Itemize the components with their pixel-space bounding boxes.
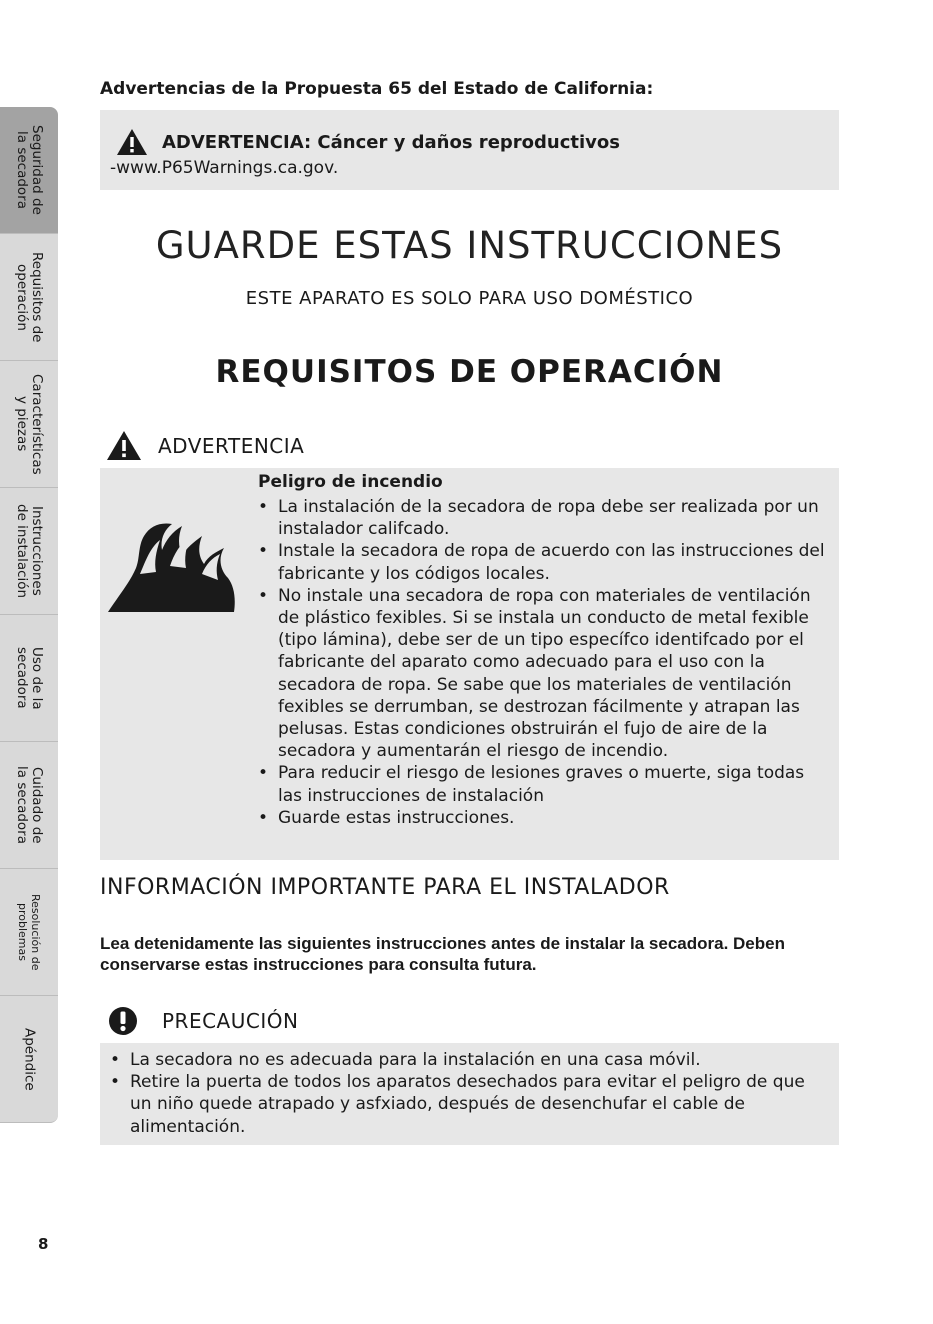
list-item: • La instalación de la secadora de ropa debe ser realizada por un instalador califcado. <box>258 496 831 540</box>
prop65-warning-line <box>116 128 829 156</box>
warning-heading <box>106 430 304 461</box>
tab-seguridad[interactable] <box>0 107 58 234</box>
prop65-box <box>100 110 839 190</box>
caution-list <box>110 1049 829 1138</box>
fire-hazard-text <box>258 472 831 829</box>
list-item: • Retire la puerta de todos los aparatos desechados para evitar el peligro de que un niño quede atrapado y asfxiado, después de desenchufar el cable de alimentación. <box>110 1071 829 1138</box>
tab-apendice[interactable] <box>0 996 58 1123</box>
prop65-heading: Advertencias de la Propuesta 65 del Estado de California: <box>100 79 654 99</box>
tab-resolucion[interactable] <box>0 869 58 996</box>
list-item: • La secadora no es adecuada para la instalación en una casa móvil. <box>110 1049 829 1071</box>
tab-label: Características y piezas <box>14 373 45 475</box>
list-item: • No instale una secadora de ropa con materiales de ventilación de plástico fexibles. Si se instala un conducto de metal fexible (tipo lámina), debe ser de un tipo específco identifcado por el fabricante del aparato como adecuado para el uso con la secadora de ropa. Se sabe que los materiales de ventilación fexibles se derrumban, se destrozan fácilmente y atrapan las pelusas. Estas condiciones obstruirán el fujo de aire de la secadora y aumentarán el riesgo de incendio. <box>258 585 831 763</box>
sub-title: ESTE APARATO ES SOLO PARA USO DOMÉSTICO <box>245 288 694 309</box>
warning-triangle-icon <box>116 128 148 156</box>
installer-title: INFORMACIÓN IMPORTANTE PARA EL INSTALADOR <box>100 875 670 900</box>
main-title: GUARDE ESTAS INSTRUCCIONES <box>155 224 784 267</box>
installer-note: Lea detenidamente las siguientes instrucciones antes de instalar la secadora. Deben conservarse estas instrucciones para consulta futura. <box>100 934 785 974</box>
warning-heading-text: ADVERTENCIA <box>158 433 305 458</box>
fire-hazard-title: Peligro de incendio <box>258 472 443 492</box>
tab-label: Seguridad de la secadora <box>14 125 45 215</box>
section-title: REQUISITOS DE OPERACIÓN <box>215 354 724 390</box>
tab-cuidado[interactable] <box>0 742 58 869</box>
side-tabs <box>0 107 60 1123</box>
warning-triangle-icon <box>106 430 142 461</box>
list-item: • Instale la secadora de ropa de acuerdo con las instrucciones del fabricante y los códigos locales. <box>258 540 831 584</box>
tab-uso[interactable] <box>0 615 58 742</box>
tab-label: Apéndice <box>21 1027 38 1091</box>
fire-hazard-list <box>258 496 831 829</box>
caution-exclamation-icon <box>108 1006 138 1036</box>
caution-heading <box>108 1006 298 1036</box>
tab-label: Instrucciones de instalación <box>14 503 45 599</box>
fire-icon <box>106 520 241 615</box>
tab-instrucciones[interactable] <box>0 488 58 615</box>
caution-box <box>100 1043 839 1145</box>
caution-heading-text: PRECAUCIÓN <box>162 1009 299 1033</box>
fire-hazard-box <box>100 468 839 860</box>
list-item: • Para reducir el riesgo de lesiones graves o muerte, siga todas las instrucciones de instalación <box>258 762 831 806</box>
prop65-warning-text: ADVERTENCIA: Cáncer y daños reproductivos <box>162 131 620 153</box>
list-item: • Guarde estas instrucciones. <box>258 807 831 829</box>
tab-label: Uso de la secadora <box>14 646 45 710</box>
page-number: 8 <box>38 1235 49 1253</box>
tab-label: Resolución de problemas <box>16 893 42 971</box>
tab-label: Cuidado de la secadora <box>14 765 45 844</box>
tab-caracteristicas[interactable] <box>0 361 58 488</box>
prop65-link[interactable]: -www.P65Warnings.ca.gov. <box>110 158 339 178</box>
tab-requisitos[interactable] <box>0 234 58 361</box>
tab-label: Requisitos de operación <box>14 251 45 343</box>
